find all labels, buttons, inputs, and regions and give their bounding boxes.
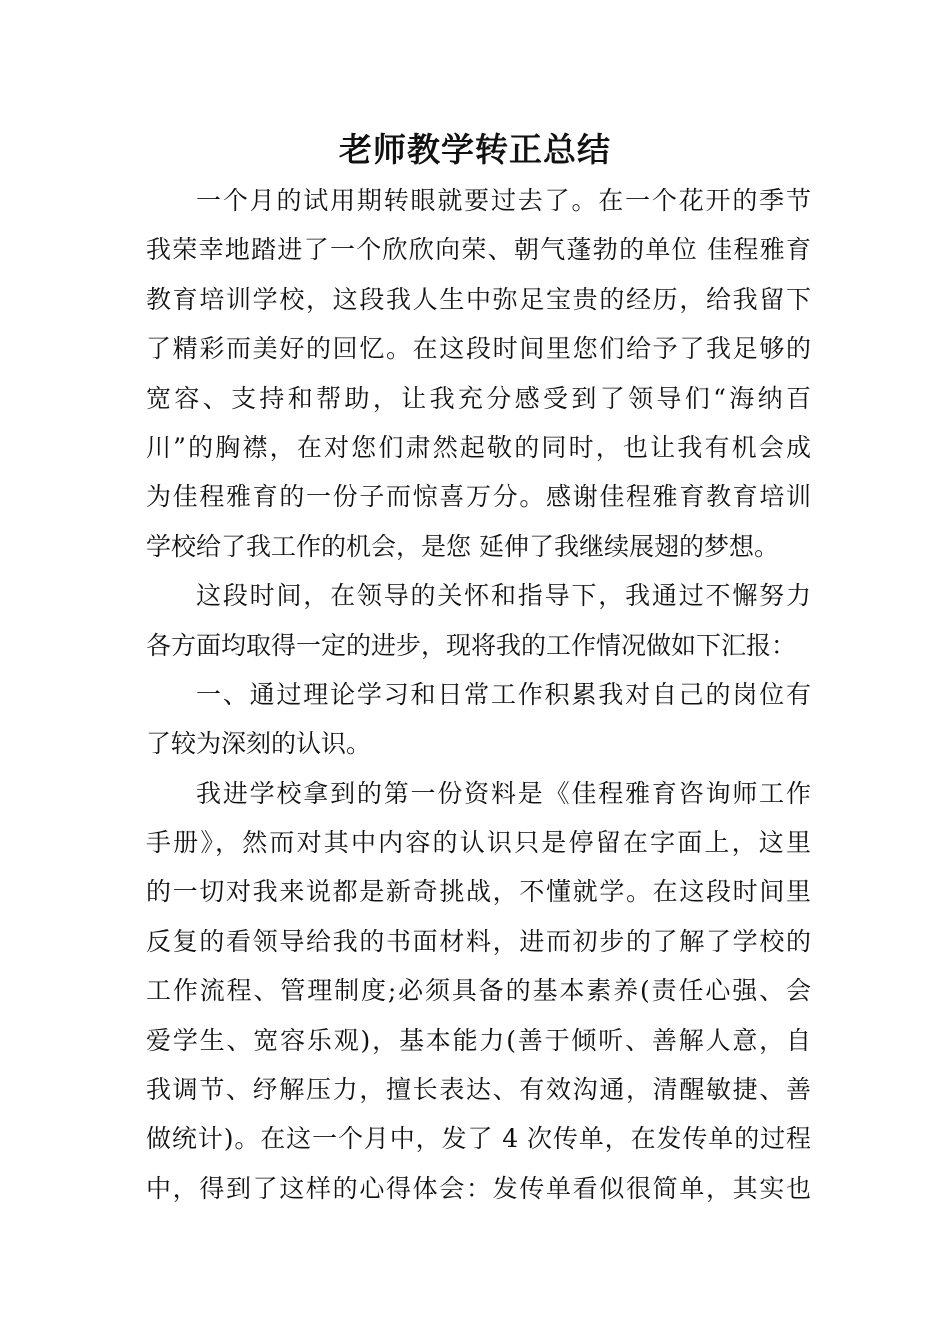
body-line: 做统计)。在这一个月中，发了 4 次传单，在发传单的过程: [146, 1124, 811, 1154]
body-line: 各方面均取得一定的进步，现将我的工作情况做如下汇报：: [146, 630, 797, 660]
body-line: 了较为深刻的认识。: [146, 729, 372, 759]
body-line: 宽容、支持和帮助，让我充分感受到了领导们“海纳百: [146, 383, 811, 413]
body-line: 一个月的试用期转眼就要过去了。在一个花开的季节: [196, 186, 811, 215]
body-line: 一、通过理论学习和日常工作积累我对自己的岗位有: [196, 679, 811, 709]
body-line: 爱学生、宽容乐观)，基本能力(善于倾听、善解人意，自: [146, 1025, 811, 1055]
body-line: 学校给了我工作的机会，是您 延伸了我继续展翅的梦想。: [146, 531, 779, 561]
body-line: 工作流程、管理制度;必须具备的基本素养(责任心强、会: [146, 976, 811, 1006]
body-line: 川”的胸襟，在对您们肃然起敬的同时，也让我有机会成: [146, 432, 811, 462]
document-title: 老师教学转正总结: [339, 130, 611, 169]
body-line: 我进学校拿到的第一份资料是《佳程雅育咨询师工作: [196, 778, 811, 808]
body-line: 手册》，然而对其中内容的认识只是停留在字面上，这里: [146, 828, 811, 858]
body-line: 我调节、纾解压力，擅长表达、有效沟通，清醒敏捷、善: [146, 1075, 811, 1105]
body-line: 为佳程雅育的一份子而惊喜万分。感谢佳程雅育教育培训: [146, 482, 811, 512]
body-line: 我荣幸地踏进了一个欣欣向荣、朝气蓬勃的单位 佳程雅育: [146, 235, 811, 265]
body-line: 这段时间，在领导的关怀和指导下，我通过不懈努力: [196, 581, 811, 611]
body-line: 中，得到了这样的心得体会：发传单看似很简单，其实也: [146, 1173, 811, 1203]
document-body: [146, 176, 811, 1213]
body-line: 的一切对我来说都是新奇挑战，不懂就学。在这段时间里: [146, 877, 811, 907]
body-line: 教育培训学校，这段我人生中弥足宝贵的经历，给我留下: [146, 284, 811, 314]
body-line: 了精彩而美好的回忆。在这段时间里您们给予了我足够的: [146, 334, 811, 364]
body-line: 反复的看领导给我的书面材料，进而初步的了解了学校的: [146, 926, 811, 956]
